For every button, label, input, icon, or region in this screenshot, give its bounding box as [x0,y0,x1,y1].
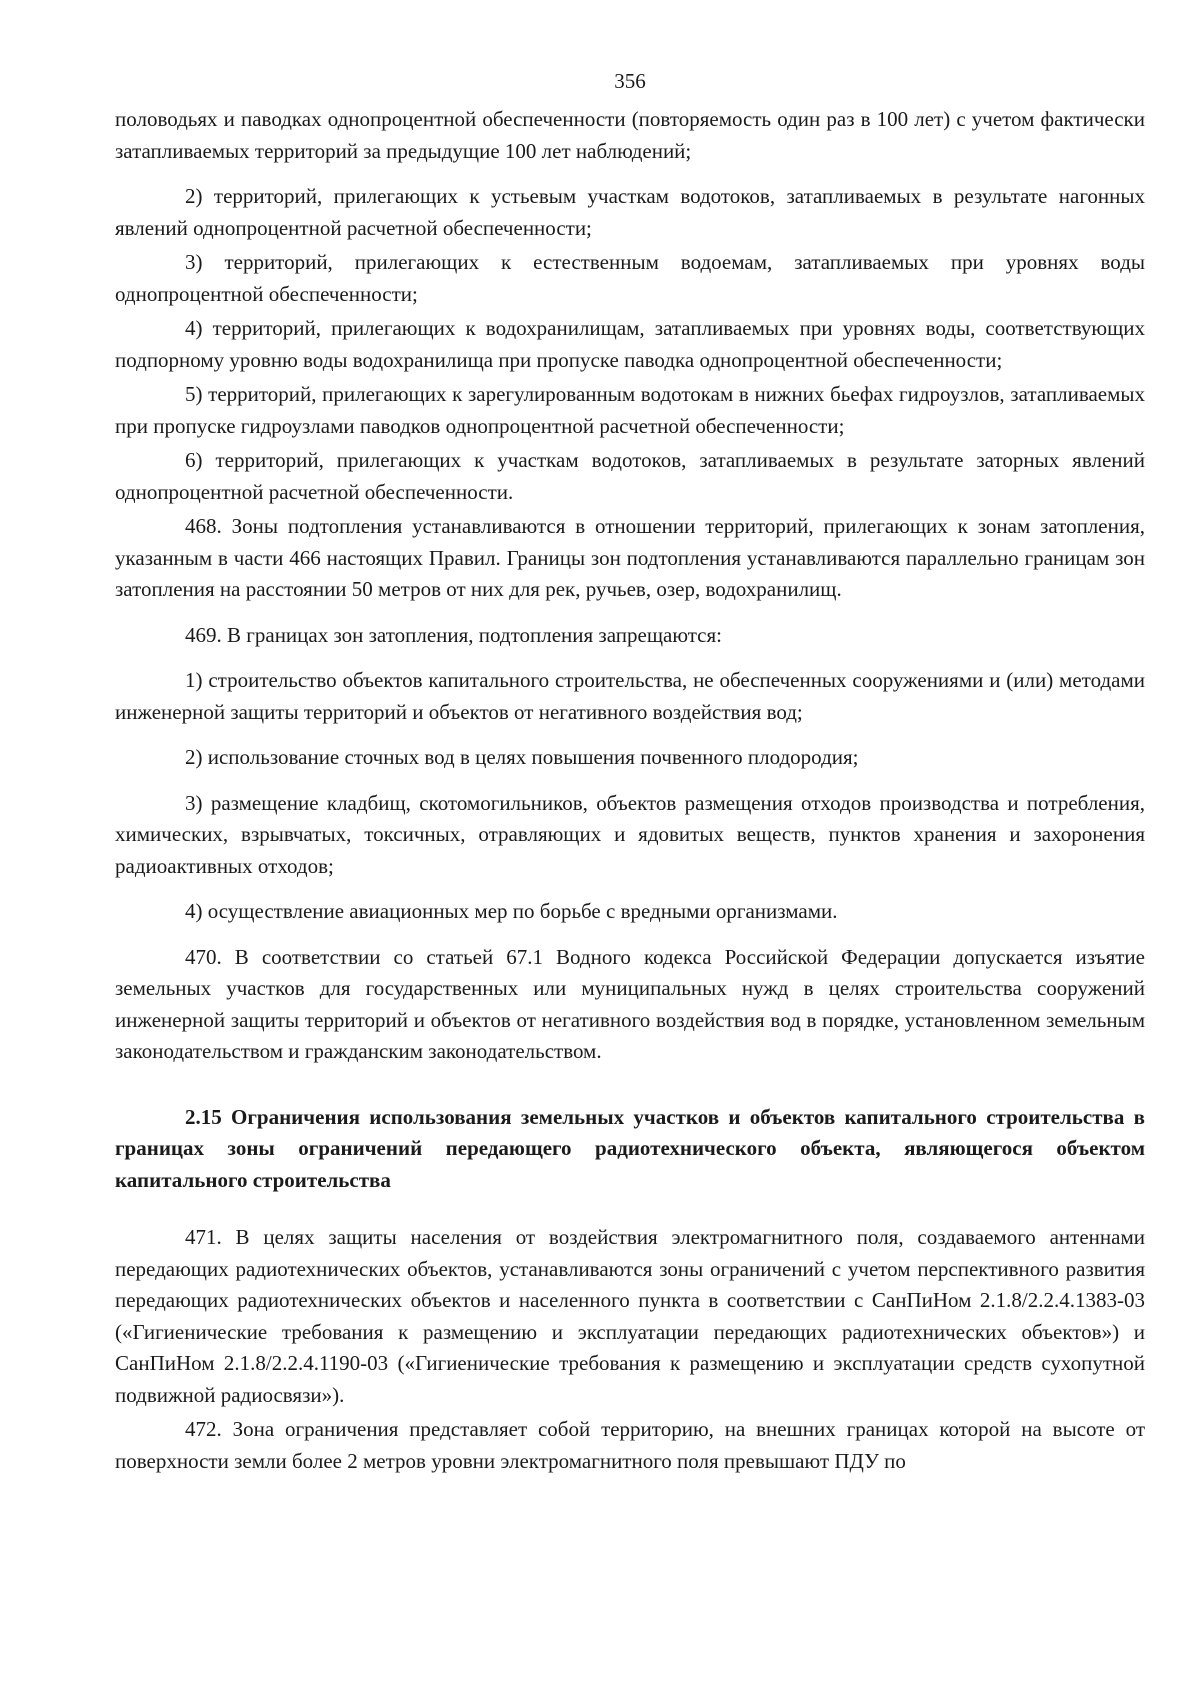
clause-472: 472. Зона ограничения представляет собой территорию, на внешних границах которой на высоте от поверхности земли более 2 метров уровни электромагнитного поля превышают ПДУ по [115,1417,1145,1473]
prohibition-item-4: 4) осуществление авиационных мер по борьбе с вредными организмами. [185,899,838,923]
list-item-3: 3) территорий, прилегающих к естественным водоемам, затапливаемых при уровнях воды однопроцентной обеспеченности; [115,250,1145,306]
list-item-2: 2) территорий, прилегающих к устьевым участкам водотоков, затапливаемых в результате нагонных явлений однопроцентной расчетной обеспеченности; [115,184,1145,240]
list-item-6: 6) территорий, прилегающих к участкам водотоков, затапливаемых в результате заторных явлений однопроцентной расчетной обеспеченности. [115,448,1145,504]
prohibition-item-3: 3) размещение кладбищ, скотомогильников, объектов размещения отходов производства и потребления, химических, взрывчатых, токсичных, отравляющих и ядовитых веществ, пунктов хранения и захоронения радиоактивных отходов; [115,790,1145,878]
document-page [115,66,1145,1480]
list-item-4: 4) территорий, прилегающих к водохранилищам, затапливаемых при уровнях воды, соответствующих подпорному уровню воды водохранилища при пропуске паводка однопроцентной обеспеченности; [115,316,1145,372]
section-heading: 2.15 Ограничения использования земельных участков и объектов капитального строительства в границах зоны ограничений передающего радиотехнического объекта, являющегося объектом капитального строительства [115,1104,1145,1192]
clause-469: 469. В границах зон затопления, подтопления запрещаются: [185,622,722,647]
prohibition-item-2: 2) использование сточных вод в целях повышения почвенного плодородия; [185,745,859,769]
list-item-5: 5) территорий, прилегающих к зарегулированным водотокам в нижних бьефах гидроузлов, затапливаемых при пропуске гидроузлами паводков однопроцентной расчетной обеспеченности; [115,382,1145,438]
clause-471: 471. В целях защиты населения от воздействия электромагнитного поля, создаваемого антеннами передающих радиотехнических объектов, устанавливаются зоны ограничений с учетом перспективного развития передающих радиотехнических объектов и населенного пункта в соответствии с СанПиНом 2.1.8/2.2.4.1383-03 («Гигиенические требования к размещению и эксплуатации передающих радиотехнических объектов») и СанПиНом 2.1.8/2.2.4.1190-03 («Гигиенические требования к размещению и эксплуатации средств сухопутной подвижной радиосвязи»). [115,1225,1145,1407]
paragraph-continuation: половодьях и паводках однопроцентной обеспеченности (повторяемость один раз в 100 лет) с учетом фактически затапливаемых территорий за предыдущие 100 лет наблюдений; [115,107,1145,163]
clause-468: 468. Зоны подтопления устанавливаются в отношении территорий, прилегающих к зонам затопления, указанным в части 466 настоящих Правил. Границы зон подтопления устанавливаются параллельно границам зон затопления на расстоянии 50 метров от них для рек, ручьев, озер, водохранилищ. [115,514,1145,601]
page-number: 356 [614,69,646,93]
prohibition-item-1: 1) строительство объектов капитального строительства, не обеспеченных сооружениями и (или) методами инженерной защиты территорий и объектов от негативного воздействия вод; [115,668,1145,724]
clause-470: 470. В соответствии со статьей 67.1 Водного кодекса Российской Федерации допускается изъятие земельных участков для государственных или муниципальных нужд в целях строительства сооружений инженерной защиты территорий и объектов от негативного воздействия вод в порядке, установленном земельным законодательством и гражданским законодательством. [115,944,1145,1063]
